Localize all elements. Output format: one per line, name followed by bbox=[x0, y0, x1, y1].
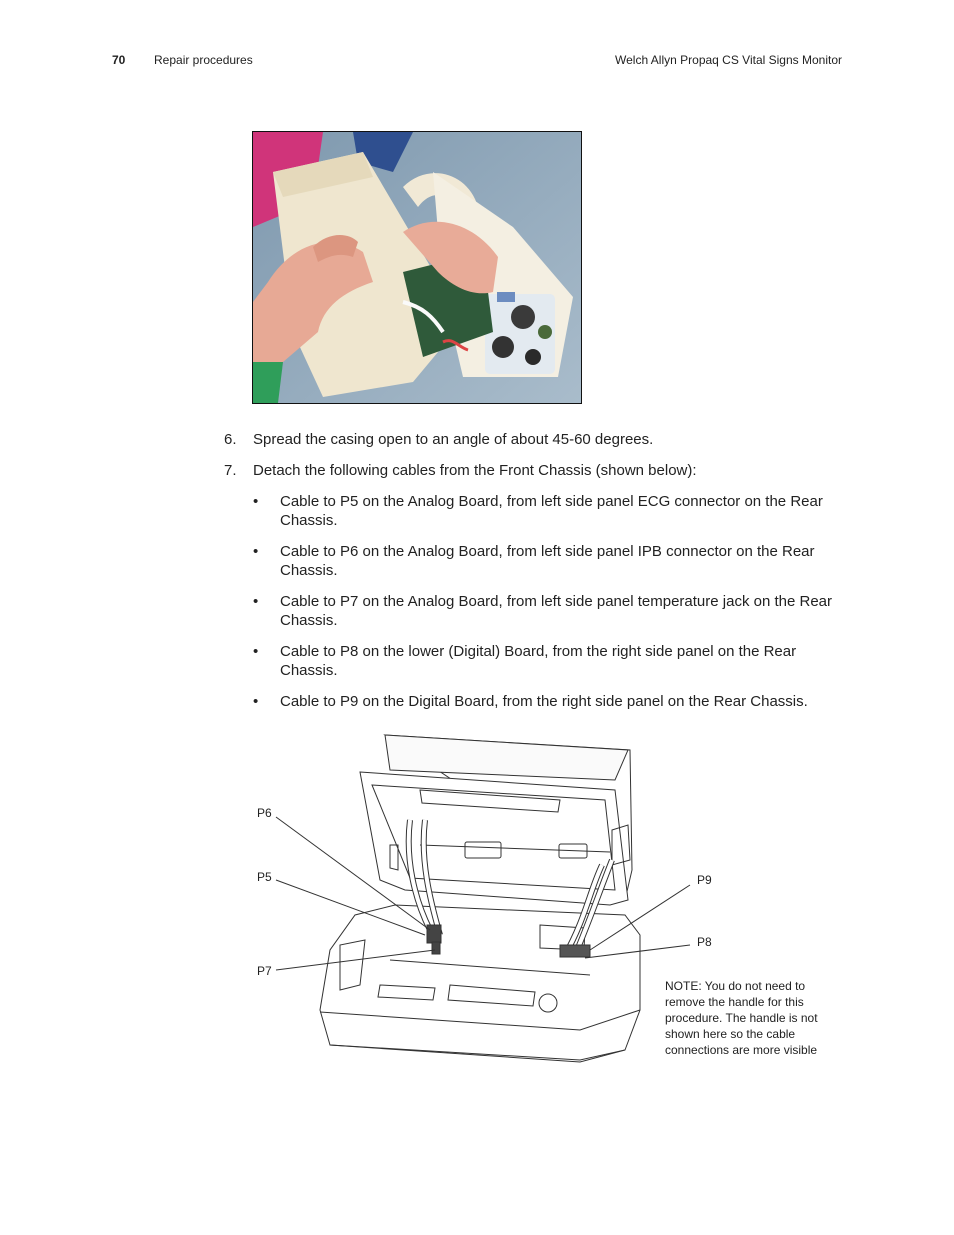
list-item-text: Cable to P7 on the Analog Board, from left side panel temperature jack on the Rear Chassis. bbox=[280, 593, 832, 629]
bullet-icon: • bbox=[253, 693, 259, 710]
bullet-icon: • bbox=[253, 593, 259, 610]
callout-p6: P6 bbox=[257, 806, 272, 820]
bullet-icon: • bbox=[253, 543, 259, 560]
diagram-note: NOTE: You do not need to remove the handle for this procedure. The handle is not shown here so the cable connections are more visible bbox=[665, 979, 818, 1057]
list-item bbox=[224, 492, 844, 530]
step-6 bbox=[224, 430, 844, 449]
casing-photo bbox=[252, 131, 582, 404]
list-item-text: Cable to P9 on the Digital Board, from the right side panel on the Rear Chassis. bbox=[280, 693, 808, 710]
list-item-text: Cable to P5 on the Analog Board, from left side panel ECG connector on the Rear Chassis. bbox=[280, 493, 823, 529]
list-item bbox=[224, 542, 844, 580]
list-item bbox=[224, 592, 844, 630]
bullet-icon: • bbox=[253, 493, 259, 510]
step-number: 6. bbox=[224, 431, 237, 448]
casing-photo-illustration bbox=[253, 132, 581, 403]
cable-list bbox=[224, 492, 844, 711]
step-text: Detach the following cables from the Front Chassis (shown below): bbox=[253, 462, 697, 479]
page-number: 70 bbox=[112, 53, 126, 67]
callout-p8: P8 bbox=[697, 935, 712, 949]
list-item bbox=[224, 642, 844, 680]
callout-p5: P5 bbox=[257, 870, 272, 884]
step-text: Spread the casing open to an angle of about 45-60 degrees. bbox=[253, 431, 654, 448]
step-number: 7. bbox=[224, 462, 237, 479]
bullet-icon: • bbox=[253, 643, 259, 660]
callout-p9: P9 bbox=[697, 873, 712, 887]
procedure-steps bbox=[224, 430, 844, 723]
step-7 bbox=[224, 461, 844, 480]
product-title: Welch Allyn Propaq CS Vital Signs Monitor bbox=[615, 53, 842, 67]
list-item-text: Cable to P6 on the Analog Board, from left side panel IPB connector on the Rear Chassis. bbox=[280, 543, 815, 579]
list-item-text: Cable to P8 on the lower (Digital) Board, from the right side panel on the Rear Chassis. bbox=[280, 643, 797, 679]
list-item bbox=[224, 692, 844, 711]
callout-p7: P7 bbox=[257, 964, 272, 978]
page-header bbox=[112, 53, 842, 69]
section-title: Repair procedures bbox=[154, 53, 253, 67]
